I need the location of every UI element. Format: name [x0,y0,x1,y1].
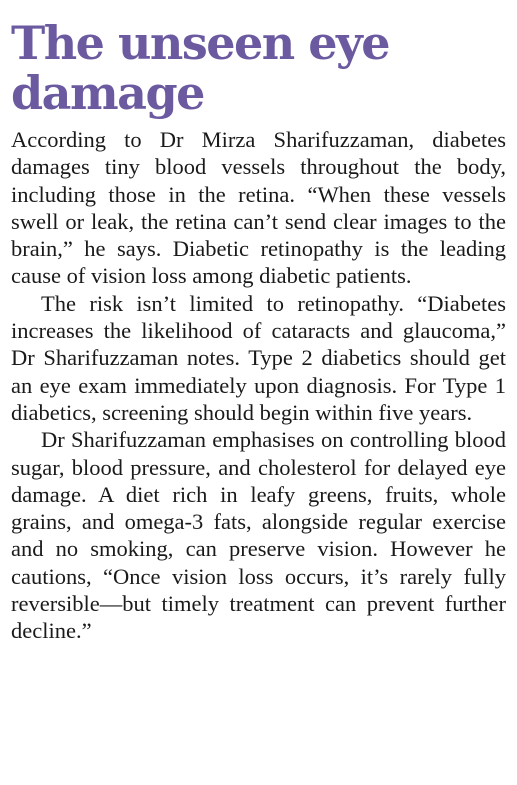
article-body [11,126,506,645]
article [11,18,506,645]
article-paragraph-1: According to Dr Mirza Sharifuzzaman, diabetes damages tiny blood vessels throughout the body, including those in the retina. “When these vessels swell or leak, the retina can’t send clear images to the brain,” he says. Diabetic retinopathy is the leading cause of vision loss among diabetic patients. [11,127,506,289]
article-headline: The unseen eye damage [11,16,389,120]
article-paragraph-3: Dr Sharifuzzaman emphasises on controlling blood sugar, blood pressure, and cholesterol for delayed eye damage. A diet rich in leafy greens, fruits, whole grains, and omega-3 fats, alongside regular exercise and no smoking, can preserve vision. However he cautions, “Once vision loss occurs, it’s rarely fully reversible—but timely treatment can prevent further decline.” [11,427,506,644]
article-paragraph-2: The risk isn’t limited to retinopathy. “Diabetes increases the likelihood of cataracts and glaucoma,” Dr Sharifuzzaman notes. Type 2 diabetics should get an eye exam immediately upon diagnosis. For Type 1 diabetics, screening should begin within five years. [11,290,506,425]
